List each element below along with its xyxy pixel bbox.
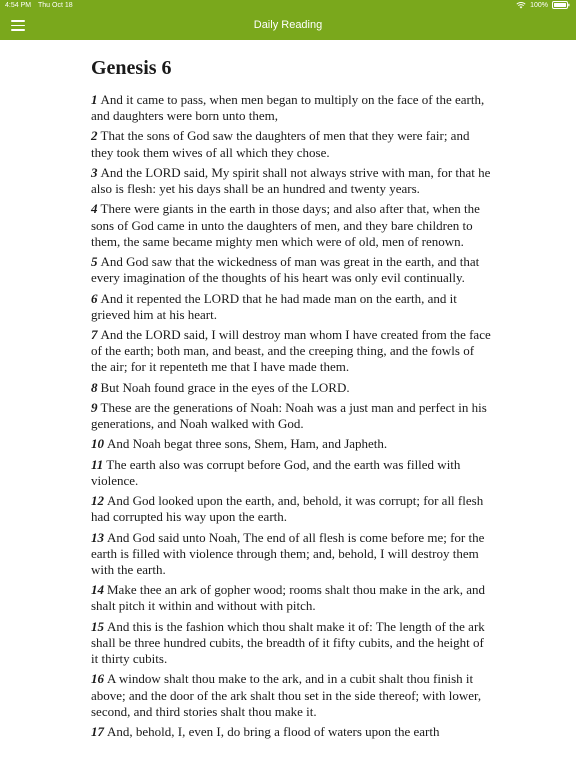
battery-icon: [552, 1, 570, 9]
verse-text: And Noah begat three sons, Shem, Ham, and Japheth.: [107, 436, 388, 452]
verse-number: 12: [91, 493, 104, 509]
verse-number: 5: [91, 254, 98, 270]
verse: [91, 128, 491, 160]
verse-number: 16: [91, 671, 104, 687]
nav-title: Daily Reading: [253, 19, 323, 31]
verse-text: And God saw that the wickedness of man was great in the earth, and that every imagination of the thoughts of his heart was only evil continually.: [91, 254, 480, 286]
nav-bar: [0, 12, 576, 40]
verse: [91, 380, 491, 396]
verse-text: And, behold, I, even I, do bring a flood of waters upon the earth: [107, 724, 440, 740]
verse: [91, 436, 491, 452]
chapter-title: Genesis 6: [91, 57, 172, 79]
verse-number: 15: [91, 618, 104, 634]
verse-number: 10: [91, 436, 104, 452]
verse: [91, 327, 491, 375]
verse-text: A window shalt thou make to the ark, and in a cubit shalt thou finish it above; and the door of the ark shalt thou set in the side thereof; with lower, second, and third stories shalt thou make it.: [91, 671, 482, 719]
verse-text: And the LORD said, My spirit shall not always strive with man, for that he also is flesh: yet his days shall be an hundred and twenty years.: [91, 164, 491, 197]
verse-number: 11: [91, 456, 104, 472]
verse: [91, 291, 491, 323]
verse-number: 6: [91, 290, 98, 306]
verse-number: 3: [91, 164, 98, 180]
verse-number: 1: [91, 92, 98, 107]
verse-text: And it came to pass, when men began to multiply on the face of the earth, and daughters were born unto them,: [91, 92, 485, 124]
verse-list: [91, 92, 491, 740]
verse-number: 8: [91, 379, 98, 395]
verse: [91, 92, 491, 124]
verse: [91, 619, 491, 667]
battery-percent: 100%: [530, 1, 548, 9]
verse: [91, 201, 491, 249]
wifi-icon: [516, 1, 526, 9]
verse-text: And this is the fashion which thou shalt make it of: The length of the ark shall be three hundred cubits, the breadth of it fifty cubits, and the height of it thirty cubits.: [91, 618, 485, 667]
verse-number: 2: [91, 128, 98, 144]
verse: [91, 493, 491, 525]
verse-number: 17: [91, 724, 104, 740]
verse-text: There were giants in the earth in those days; and also after that, when the sons of God came in unto the daughters of men, and they bare children to them, the same became mighty men which were of old, men of renown.: [91, 201, 480, 249]
status-bar: [0, 0, 576, 12]
verse: [91, 165, 491, 197]
verse-text: These are the generations of Noah: Noah was a just man and perfect in his generations, and Noah walked with God.: [91, 399, 487, 432]
verse: [91, 671, 491, 719]
verse: [91, 254, 491, 286]
verse-text: The earth also was corrupt before God, and the earth was filled with violence.: [91, 456, 461, 488]
verse-number: 4: [91, 201, 98, 217]
status-date: Thu Oct 18: [38, 2, 73, 9]
verse-text: And God said unto Noah, The end of all flesh is come before me; for the earth is filled with violence through them; and, behold, I will destroy them with the earth.: [91, 529, 485, 577]
reading-content: [91, 56, 491, 744]
verse-text: And God looked upon the earth, and, behold, it was corrupt; for all flesh had corrupted his way upon the earth.: [91, 493, 484, 525]
verse: [91, 400, 491, 432]
verse: [91, 582, 491, 614]
verse: [91, 457, 491, 489]
verse-number: 14: [91, 582, 104, 598]
verse-text: And it repented the LORD that he had made man on the earth, and it grieved him at his heart.: [91, 290, 457, 322]
status-time: 4:54 PM: [5, 2, 32, 9]
verse-number: 9: [91, 399, 98, 415]
verse-text: That the sons of God saw the daughters of men that they were fair; and they took them wives of all which they chose.: [91, 128, 470, 160]
verse: [91, 530, 491, 578]
verse-text: But Noah found grace in the eyes of the LORD.: [100, 379, 350, 395]
status-right: [516, 1, 570, 9]
verse-number: 13: [91, 529, 104, 545]
verse-text: Make thee an ark of gopher wood; rooms shalt thou make in the ark, and shalt pitch it within and without with pitch.: [91, 582, 485, 614]
verse-number: 7: [91, 327, 98, 342]
verse: [91, 724, 491, 740]
verse-text: And the LORD said, I will destroy man whom I have created from the face of the earth; both man, and beast, and the creeping thing, and the fowls of the air; for it repenteth me that I have made them.: [91, 327, 491, 375]
